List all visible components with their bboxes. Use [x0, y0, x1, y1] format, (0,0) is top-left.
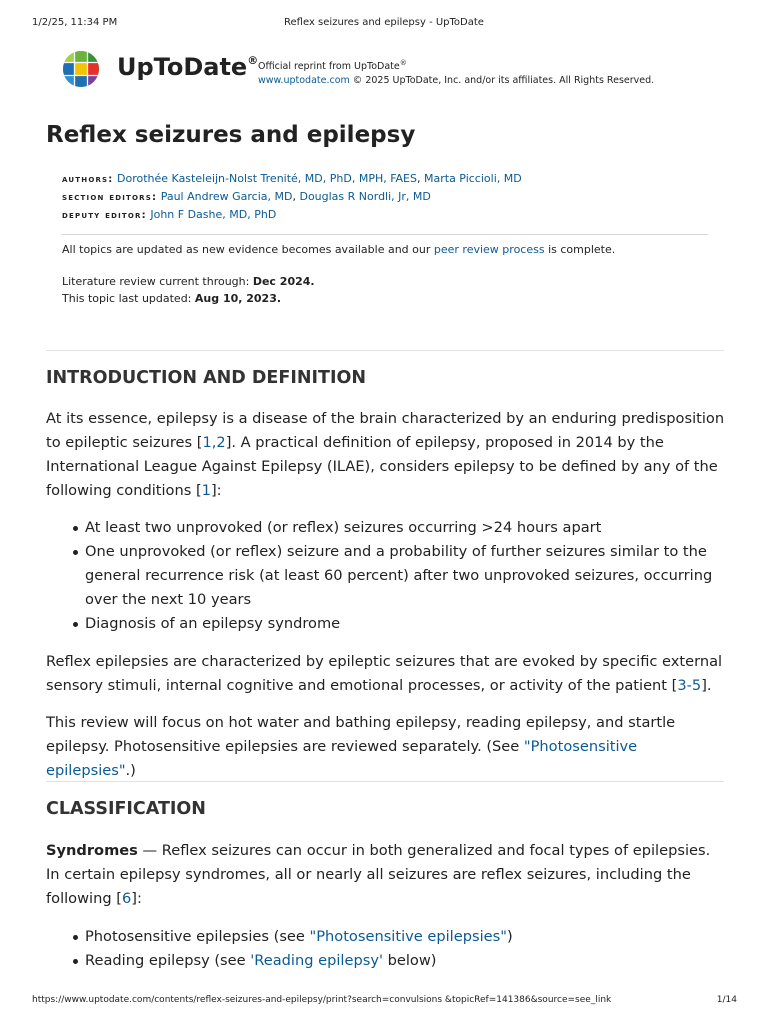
subsection-lead: Syndromes	[46, 842, 138, 859]
deputy-editor-line	[62, 206, 522, 224]
copyright-text: © 2025 UpToDate, Inc. and/or its affiliates. All Rights Reserved.	[349, 75, 655, 87]
classification-paragraph-1	[46, 839, 726, 911]
copyright-line	[258, 74, 654, 88]
divider	[46, 350, 724, 351]
list-item: At least two unprovoked (or reflex) seizures occurring >24 hours apart	[46, 516, 726, 540]
peer-review-link[interactable]: peer review process	[433, 243, 545, 256]
photosensitive-epilepsies-link[interactable]: "Photosensitive epilepsies"	[309, 928, 507, 945]
print-url: https://www.uptodate.com/contents/reflex-seizures-and-epilepsy/print?search=convulsions &topicRef=141386&source=see_link	[32, 995, 612, 1005]
author-link-1[interactable]: Dorothée Kasteleijn-Nolst Trenité, MD, PhD, MPH, FAES	[117, 172, 417, 185]
author-link-2[interactable]: Marta Piccioli, MD	[424, 172, 522, 185]
list-item: Diagnosis of an epilepsy syndrome	[46, 612, 726, 636]
text: At its essence, epilepsy is a disease of the brain characterized by an enduring predisposition to epileptic seizures [	[46, 410, 725, 451]
intro-paragraph-2	[46, 650, 726, 698]
update-notice	[62, 243, 615, 256]
reference-link[interactable]: 3-5	[677, 677, 702, 694]
uptodate-site-link[interactable]: www.uptodate.com	[258, 75, 350, 87]
review-dates	[62, 273, 315, 307]
topic-contributors	[62, 170, 522, 224]
text: Reading epilepsy (see	[85, 952, 251, 969]
authors-line	[62, 170, 522, 188]
section-heading-classification: CLASSIFICATION	[46, 799, 206, 819]
section-heading-introduction: INTRODUCTION AND DEFINITION	[46, 368, 366, 388]
section-editor-link-2[interactable]: Douglas R Nordli, Jr, MD	[299, 190, 431, 203]
last-updated-date: Aug 10, 2023.	[194, 292, 282, 305]
divider	[46, 781, 724, 782]
text: below)	[382, 952, 437, 969]
reprint-notice	[258, 56, 654, 88]
last-updated-label: This topic last updated:	[62, 292, 195, 305]
photosensitive-epilepsies-link[interactable]: "Photosensitive epilepsies"	[46, 738, 638, 779]
text: .)	[125, 762, 136, 779]
reprint-registered-mark: ®	[399, 59, 407, 67]
text: )	[506, 928, 513, 945]
deputy-editor-label: deputy editor:	[62, 210, 147, 221]
text: This review will focus on hot water and bathing epilepsy, reading epilepsy, and startle epilepsy. Photosensitive epilepsies are reviewed separately. (See	[46, 714, 676, 755]
page-number: 1/14	[716, 995, 737, 1005]
syndrome-list	[46, 925, 726, 973]
reference-link[interactable]: 1	[201, 482, 211, 499]
print-footer	[0, 995, 768, 1009]
text: ]. A practical definition of epilepsy, proposed in 2014 by the International League Against Epilepsy (ILAE), considers epilepsy to be defined by any of the following conditions [	[46, 434, 718, 499]
authors-label: authors:	[62, 174, 114, 185]
literature-review-date: Dec 2024.	[252, 275, 315, 288]
reference-link[interactable]: 1,2	[202, 434, 226, 451]
section-editors-line	[62, 188, 522, 206]
reading-epilepsy-link[interactable]: 'Reading epilepsy'	[250, 952, 383, 969]
print-page-title: Reflex seizures and epilepsy - UpToDate	[284, 17, 484, 28]
literature-review-label: Literature review current through:	[62, 275, 253, 288]
section-editors-label: section editors:	[62, 192, 158, 203]
print-datetime: 1/2/25, 11:34 PM	[32, 17, 118, 28]
text: Photosensitive epilepsies (see	[85, 928, 310, 945]
divider	[62, 234, 708, 235]
text: ]:	[210, 482, 222, 499]
page-title: Reflex seizures and epilepsy	[46, 122, 416, 148]
brand-name-text: UpToDate	[117, 53, 248, 81]
registered-mark: ®	[247, 54, 259, 67]
reprint-text: Official reprint from UpToDate	[258, 61, 400, 73]
update-notice-text: All topics are updated as new evidence becomes available and our	[62, 243, 434, 256]
text: ]:	[131, 890, 142, 907]
intro-paragraph-1	[46, 407, 726, 503]
text: Reflex epilepsies are characterized by epileptic seizures that are evoked by specific external sensory stimuli, internal cognitive and emotional processes, or activity of the patient [	[46, 653, 723, 694]
intro-paragraph-3	[46, 711, 726, 783]
print-header	[0, 17, 768, 31]
brand-name	[117, 53, 258, 81]
last-updated-line	[62, 290, 315, 307]
separator: ,	[417, 172, 424, 185]
list-item	[46, 949, 726, 973]
update-notice-text-end: is complete.	[544, 243, 616, 256]
separator: ,	[292, 190, 300, 203]
text: — Reflex seizures can occur in both generalized and focal types of epilepsies. In certain epilepsy syndromes, all or nearly all seizures are reflex seizures, including the following [	[46, 842, 711, 907]
literature-review-line	[62, 273, 315, 290]
text: ].	[701, 677, 712, 694]
reference-link[interactable]: 6	[121, 890, 132, 907]
list-item: One unprovoked (or reflex) seizure and a probability of further seizures similar to the general recurrence risk (at least 60 percent) after two unprovoked seizures, occurring over the next 10 years	[46, 540, 726, 612]
reprint-line	[258, 56, 654, 74]
section-editor-link-1[interactable]: Paul Andrew Garcia, MD	[160, 190, 293, 203]
uptodate-logo-icon	[62, 50, 100, 88]
definition-list	[46, 516, 726, 636]
list-item	[46, 925, 726, 949]
deputy-editor-link[interactable]: John F Dashe, MD, PhD	[150, 208, 277, 221]
